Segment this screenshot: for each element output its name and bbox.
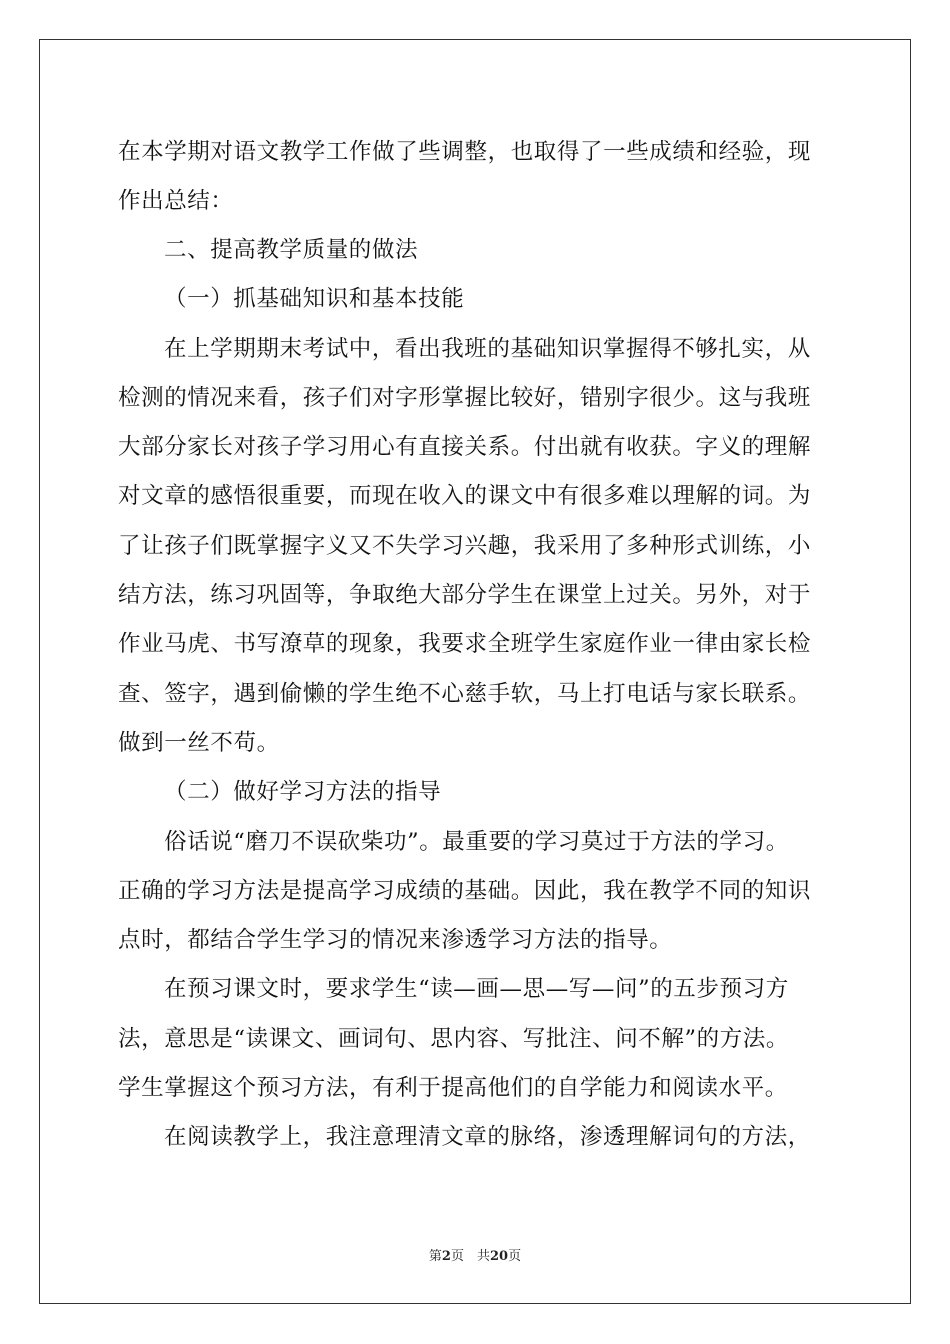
text-line: 作出总结： — [118, 188, 234, 214]
text-line: 在预习课文时，要求学生“读—画—思—写—问”的五步预习方 — [164, 976, 789, 1002]
text-line: 了让孩子们既掌握字义又不失学习兴趣，我采用了多种形式训练，小 — [118, 533, 812, 559]
page-prefix: 第 — [428, 1249, 442, 1264]
text-line: 作业马虎、书写潦草的现象，我要求全班学生家庭作业一律由家长检 — [118, 631, 812, 657]
text-line: 俗话说“磨刀不误砍柴功”。最重要的学习莫过于方法的学习。 — [164, 829, 789, 855]
text-line: 在上学期期末考试中，看出我班的基础知识掌握得不够扎实，从 — [164, 336, 811, 362]
page-number-footer — [0, 1245, 950, 1264]
current-page-number: 2 — [441, 1249, 451, 1264]
text-line: 大部分家长对孩子学习用心有直接关系。付出就有收获。字义的理解 — [118, 434, 812, 460]
text-line: 检测的情况来看，孩子们对字形掌握比较好，错别字很少。这与我班 — [118, 385, 812, 411]
total-page-number: 20 — [489, 1249, 509, 1264]
text-line: 点时，都结合学生学习的情况来渗透学习方法的指导。 — [118, 927, 673, 953]
text-line: 学生掌握这个预习方法，有利于提高他们的自学能力和阅读水平。 — [118, 1075, 788, 1101]
text-line: 正确的学习方法是提高学习成绩的基础。因此，我在教学不同的知识 — [118, 878, 812, 904]
text-line: 在阅读教学上，我注意理清文章的脉络，渗透理解词句的方法， — [164, 1124, 811, 1150]
text-line: 查、签字，遇到偷懒的学生绝不心慈手软，马上打电话与家长联系。 — [118, 681, 812, 707]
subsection-heading: （二）做好学习方法的指导 — [164, 779, 442, 805]
text-line: 法，意思是“读课文、画词句、思内容、写批注、问不解”的方法。 — [118, 1026, 790, 1052]
subsection-heading: （一）抓基础知识和基本技能 — [164, 286, 465, 312]
section-heading: 二、提高教学质量的做法 — [164, 237, 419, 263]
page-suffix: 页 — [508, 1249, 522, 1264]
text-line: 结方法，练习巩固等，争取绝大部分学生在课堂上过关。另外，对于 — [118, 582, 812, 608]
text-line: 在本学期对语文教学工作做了些调整，也取得了一些成绩和经验，现 — [118, 139, 812, 165]
text-line: 做到一丝不苟。 — [118, 730, 280, 756]
text-line: 对文章的感悟很重要，而现在收入的课文中有很多难以理解的词。为 — [118, 483, 812, 509]
page-mid: 页 共 — [450, 1249, 490, 1264]
